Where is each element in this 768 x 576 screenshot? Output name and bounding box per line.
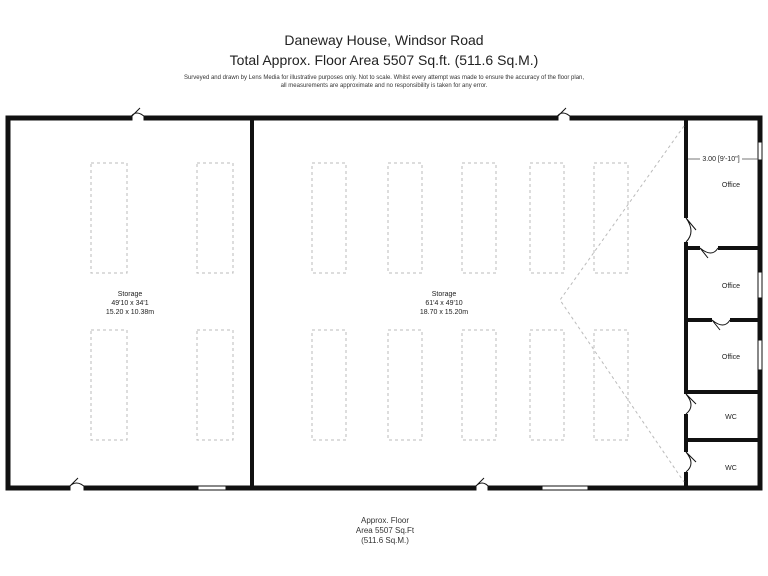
- office-2-label: Office: [721, 283, 741, 290]
- storage-left-name: Storage: [117, 291, 143, 298]
- disclaimer-line-2: all measurements are approximate and no responsibility is taken for any error.: [280, 83, 488, 89]
- wc-2-label: WC: [725, 465, 737, 472]
- office-dimension-label: 3.00 [9'-10"]: [702, 156, 740, 163]
- plan-title: Daneway House, Windsor Road: [284, 32, 484, 48]
- office-3-label: Office: [721, 354, 741, 361]
- office-1-label: Office: [721, 182, 741, 189]
- floor-area-summary: [320, 516, 450, 546]
- interior-walls: [252, 118, 760, 488]
- floor-area-line-3: (511.6 Sq.M.): [361, 536, 409, 545]
- wc-1-label: WC: [725, 414, 737, 421]
- storage-right-imperial: 61'4 x 49'10: [425, 300, 463, 307]
- floor-area-line-1: Approx. Floor: [360, 516, 410, 525]
- racking-outlines: [91, 126, 684, 482]
- floor-area-line-2: Area 5507 Sq.Ft: [355, 526, 415, 535]
- storage-left-imperial: 49'10 x 34'1: [111, 300, 149, 307]
- disclaimer-line-1: Surveyed and drawn by Lens Media for illustrative purposes only. Not to scale. Whilst every attempt was made to ensure the accuracy of the floor plan,: [183, 75, 585, 81]
- windows: [196, 140, 762, 490]
- plan-subtitle: Total Approx. Floor Area 5507 Sq.ft. (511.6 Sq.M.): [229, 52, 539, 68]
- storage-right-metric: 18.70 x 15.20m: [419, 309, 469, 316]
- room-labels: [106, 156, 740, 472]
- storage-right-name: Storage: [431, 291, 457, 298]
- door-swings: [68, 108, 730, 488]
- storage-left-metric: 15.20 x 10.38m: [105, 309, 155, 316]
